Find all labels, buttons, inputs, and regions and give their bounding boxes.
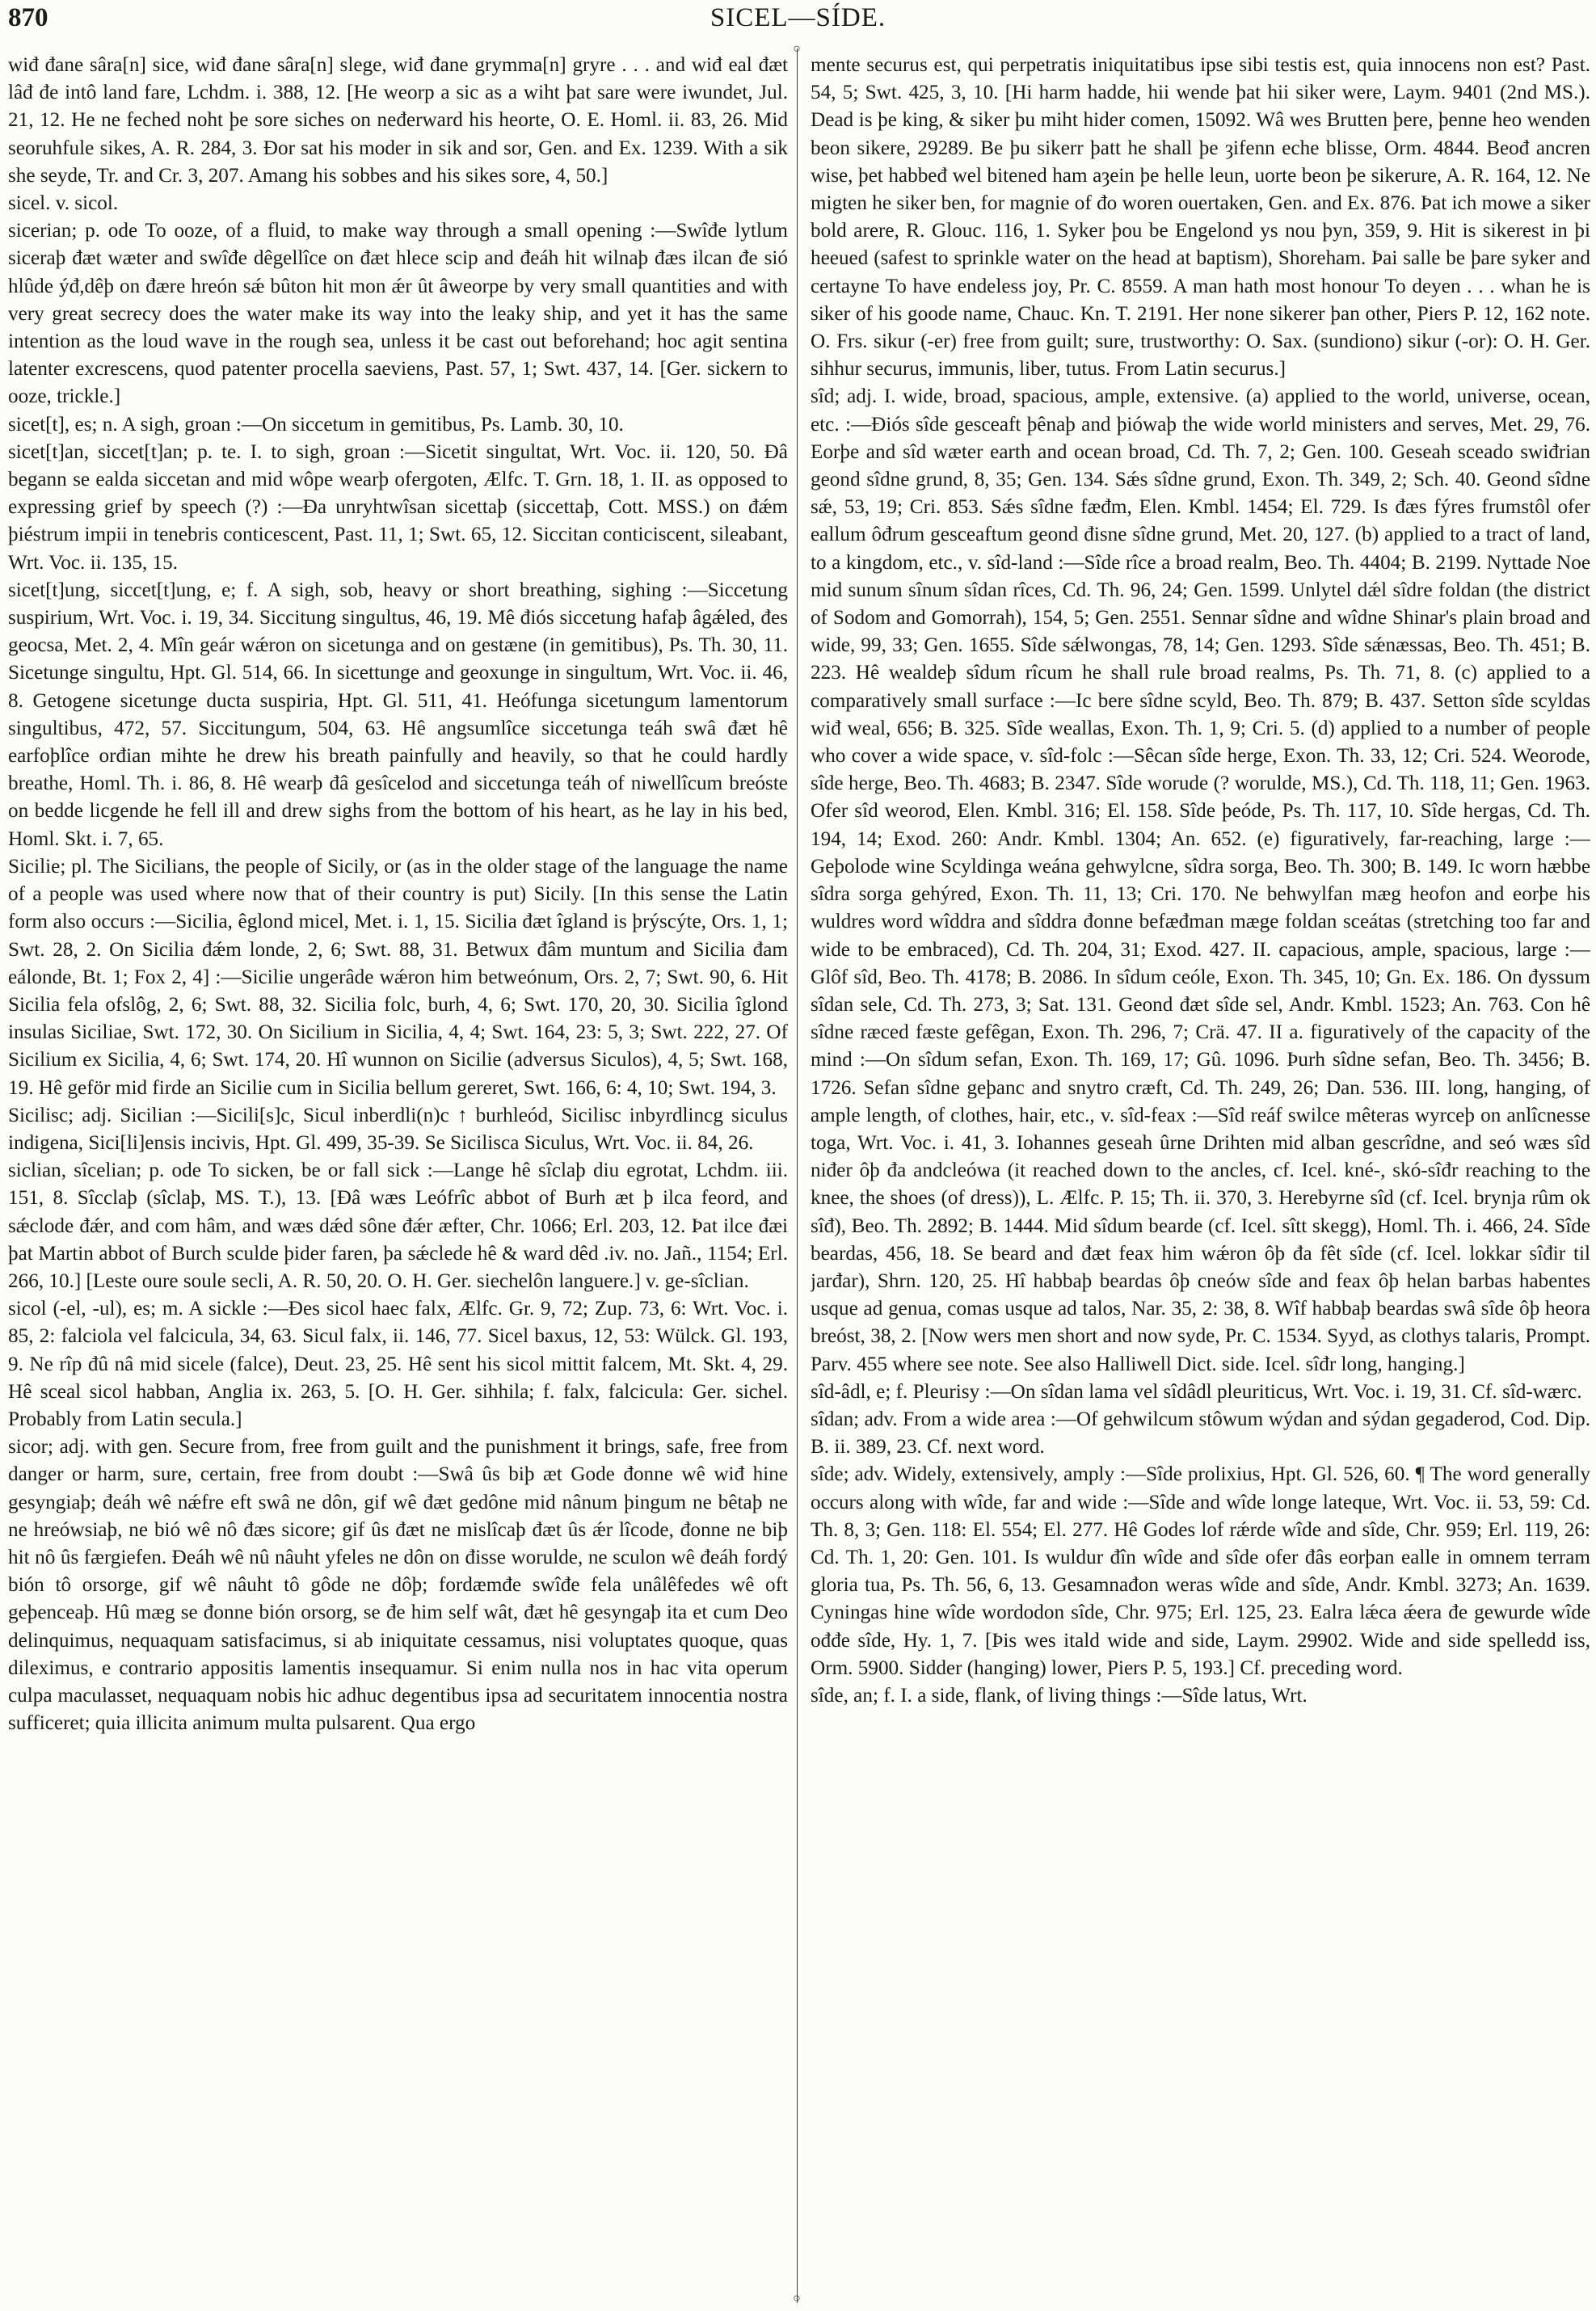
entry-side-noun: sîde, an; f. I. a side, flank, of living things :—Sîde latus, Wrt. xyxy=(811,1684,1308,1707)
entry-sicilisc: Sicilisc; adj. Sicilian :—Sicili[s]c, Sicul inberdli(n)c ↑ burhleód, Sicilisc inbyrdlincg siculus indigena, Sici[li]ensis incivis, Hpt. Gl. 499, 35-39. Se Siciliscа Siculus, Wrt. Voc. ii. 84, 26. xyxy=(8,1104,788,1154)
column-divider xyxy=(797,48,798,2303)
entry-sicor: sicor; adj. with gen. Secure from, free from guilt and the punishment it brings, safe, free from danger or harm, sure, certain, free from doubt :—Swâ ûs biþ æt Gode đonne wê wiđ hine gesyngiaþ; đeáh wê nǽfre eft swâ ne dôn, gif wê đæt gedône mid nânum þingum ne bêtaþ ne ne hreówsiaþ, ne bió wê nô đæs sicore; gif ûs đæt ne mislîcaþ đæt ûs ǽr lîcode, đonne ne biþ hit nô ûs færgiefen. Đeáh wê nû nâuht yfeles ne dôn on đisse worulde, ne sculon wê đeáh fordý bión tô orsorge, gif wê nâuht tô gôde ne dôþ; fordæmđe swîđe fela unâlêfedes wê oft geþenceaþ. Hû mæg se đonne bión orsorg, se đe him self wât, đæt hê gesyngaþ ita et cum Deo delinquimus, nequaquam satisfacimus, si ab iniquitate cessamus, nisi voluptates quoque, quas dileximus, e contrario appositis lamentis insequamur. Si enim nulla nos in hac vita operum culpa maculasset, nequaquam nobis hic adhuc degentibus ipsa ad securitatem innocentia nostra sufficeret; quia illicita animum multa pulsarent. Qua ergo xyxy=(8,1436,788,1735)
entry-sid: sîd; adj. I. wide, broad, spacious, ample, extensive. (a) applied to the world, universe, ocean, etc. :—Điós sîde gesceaft þênaþ and þiówaþ the wide world ministers and serves, Met. 29, 76. Eorþe and sîd wæter earth and ocean broad, Cd. Th. 7, 2; Gen. 100. Geseah sceado swiđrian geond sîdne grund, 8, 35; Gen. 134. Sǽs sîdne grund, Exon. Th. 349, 2; Sch. 40. Geond sîdne sǽ, 53, 19; Cri. 853. Sǽs sîdne fæđm, Elen. Kmbl. 1454; El. 729. Is đæs fýres frumstôl ofer eallum ôđrum gesceaftum geond đisne sîdne grund, Met. 20, 127. (b) applied to a tract of land, to a kingdom, etc., v. sîd-land :—Sîde rîce a broad realm, Beo. Th. 4404; B. 2199. Nyttade Noe mid sunum sînum sîdan rîces, Cd. Th. 96, 24; Gen. 1599. Unlytel dǽl sîdre foldan (the district of Sodom and Gomorrah), 154, 5; Gen. 2551. Sennar sîdne and wîdne Shinar's plain broad and wide, 99, 33; Gen. 1655. Sîde sǽlwongas, 78, 14; Gen. 1293. Sîde sǽnæssas, Beo. Th. 451; B. 223. Hê wealdeþ sîdum rîcum he shall rule broad realms, Ps. Th. 71, 8. (c) applied to a comparatively small surface :—Ic bere sîdne scyld, Beo. Th. 879; B. 437. Setton sîde scyldas wiđ weal, 656; B. 325. Sîde weallas, Exon. Th. 1, 9; Cri. 5. (d) applied to a number of people who cover a wide space, v. sîd-folc :—Sêcan sîde herge, Exon. Th. 33, 12; Cri. 524. Weorode, sîde herge, Beo. Th. 4683; B. 2347. Sîde worude (? worulde, MS.), Cd. Th. 118, 11; Gen. 1963. Ofer sîd weorod, Elen. Kmbl. 316; El. 158. Sîde þeóde, Ps. Th. 117, 10. Sîde hergas, Cd. Th. 194, 14; Exod. 260: Andr. Kmbl. 1304; An. 652. (e) figuratively, far-reaching, large :—Geþolode wine Scyldinga weána gehwylcne, sîdra sorga, Beo. Th. 300; B. 149. Ic worn hæbbe sîdra sorga gehýred, Exon. Th. 11, 13; Cri. 170. Ne behwylfan mæg heofon and eorþe his wuldres word wîddra and sîddra đonne befæđman mæge foldan sceátas (stretching too far and wide to be embraced), Cd. Th. 204, 31; Exod. 427. II. capacious, ample, spacious, large :—Glôf sîd, Beo. Th. 4178; B. 2086. In sîdum ceóle, Exon. Th. 345, 10; Gn. Ex. 186. On đyssum sîdan sele, Cd. Th. 273, 3; Sat. 131. Geond đæt sîde sel, Andr. Kmbl. 1523; An. 763. Con hê sîdne ræced fæste gefêgan, Exon. Th. 296, 7; Crä. 47. II a. figuratively of the capacity of the mind :—On sîdum sefan, Exon. Th. 169, 17; Gû. 1096. Þurh sîdne sefan, Beo. Th. 3456; B. 1726. Sefan sîdne geþanc and snytro cræft, Cd. Th. 249, 26; Dan. 536. III. long, hanging, of ample length, of clothes, hair, etc., v. sîd-feax :—Sîd reáf swilce mêteras wyrceþ on anlîcnesse toga, Wrt. Voc. i. 41, 3. Iohannes geseah ûrne Drihten mid alban gescrîdne, and seó wæs sîd niđer ôþ đa andcleówa (it reached down to the ancles, cf. Icel. kné-, skó-sîđr reaching to the knee, the shoes (of dress)), L. Ælfc. P. 15; Th. ii. 370, 3. Herebyrne sîd (cf. Icel. brynja rûm ok sîđ), Beo. Th. 2892; B. 1444. Mid sîdum bearde (cf. Icel. sîtt skegg), Homl. Th. i. 466, 24. Sîde beardas, 456, 18. Se beard and đæt feax him wǽron ôþ đa fêt sîde (cf. Icel. lokkar sîđir til jarđar), Shrn. 120, 25. Hî habbaþ beardas ôþ cneów sîde and feax ôþ helan barbas habentes usque ad genua, comas usque ad talos, Nar. 35, 2: 38, 8. Wîf habbaþ beardas swâ sîde ôþ heora breóst, 38, 2. [Now wers men short and now syde, Pr. C. 1534. Syyd, as clothys talaris, Prompt. Parv. 455 where see note. See also Halliwell Dict. side. Icel. sîđr long, hanging.] xyxy=(811,385,1590,1375)
entry-sicerian: sicerian; p. ode To ooze, of a fluid, to make way through a small opening :—Swîđe lytlum siceraþ đæt wæter and swîđe dêgellîce on đæt hlece scip and đeáh hit wilnaþ đæs ilcan đe sió hlûde ýđ,dêþ on đære hreón sǽ bûton hit mon ǽr ût âweorpe by very small quantities and with very great secrecy does the water make its way into the leaky ship, and yet it has the same intention as the loud wave in the rough sea, unless it be cast out beforehand; hoc agit sentina latenter excrescens, quod patenter procella saeviens, Past. 57, 1; Swt. 437, 14. [Ger. sickern to ooze, trickle.] xyxy=(8,220,788,408)
entry-continuation-sicor: mente securus est, qui perpetratis iniquitatibus ipse sibi testis est, quia innocens non est? Past. 54, 5; Swt. 425, 3, 10. [Hi harm hadde, hii wende þat hii siker were, Laym. 9401 (2nd MS.). Dead is þe king, & siker þu miht hider comen, 15092. Wâ wes Brutten þere, þenne heo wenden beon sikere, 29289. Be þu sikerr þatt he shall þe ȝifenn eche blisse, Orm. 4844. Beođ ancren wise, þet habbeđ wel bitened ham aȝein þe helle leun, uorte beon þe sikerure, A. R. 164, 12. Ne migten he siker ben, for magnie of đo woren ouertaken, Gen. and Ex. 876. Þat ich mowe a siker bold arere, R. Glouc. 116, 1. Syker þou be Engelond ys nou þyn, 359, 9. Hit is sikerest in þi heeued (safest to sprinkle water on the head at baptism), Shoreham. Þai salle be þare syker and certayne To have endeless joy, Pr. C. 8559. A man hath most honour To deyen . . . whan he is siker of his goode name, Chauc. Kn. T. 2191. Her none sikerer þan other, Piers P. 12, 162 note. O. Frs. sikur (-er) free from guilt; sure, trustworthy: O. Sax. (sundiono) sikur (-or): O. H. Ger. sihhur securus, immunis, liber, tutus. From Latin securus.] xyxy=(811,54,1590,381)
entry-continuation-sic: wiđ đane sâra[n] sice, wiđ đane sâra[n] slege, wiđ đane grymma[n] gryre . . . and wiđ eal đæt lâđ đe intô land fare, Lchdm. i. 388, 12. [He weorp a sic as a wiht þat sare were iwundet, Jul. 21, 12. He ne feched noht þe sore siches on neđerward his heorte, O. E. Homl. ii. 83, 26. Mid seoruhfule sikes, A. R. 284, 3. Đor sat his moder in sik and sor, Gen. and Ex. 1239. With a sik she seyde, Tr. and Cr. 3, 207. Amang his sobbes and his sikes sore, 4, 50.] xyxy=(8,54,788,187)
entry-sicel: sicel. v. sicol. xyxy=(8,192,119,215)
entry-sicol: sicol (-el, -ul), es; m. A sickle :—Đes sicol haec falx, Ælfc. Gr. 9, 72; Zup. 73, 6: Wrt. Voc. i. 85, 2: falciola vel falcicula, 34, 63. Sicul falx, ii. 146, 77. Sicel baxus, 12, 53: Wülck. Gl. 193, 9. Ne rîp đû nâ mid sicele (falce), Deut. 23, 25. Hê sent his sicol mittit falcem, Mt. Skt. 4, 29. Hê sceal sicol habban, Anglia ix. 263, 5. [O. H. Ger. sihhila; f. falx, falcicula: Ger. sichel. Probably from Latin secula.] xyxy=(8,1298,788,1430)
entry-sicettan: sicet[t]an, siccet[t]an; p. te. I. to sigh, groan :—Sicetit singultat, Wrt. Voc. ii. 120, 50. Đâ begann se ealda siccetan and mid wôpe wearþ ofergoten, Ælfc. T. Grn. 18, 1. II. as opposed to expressing grief by speech (?) :—Đa unryhtwîsan sicettaþ (siccettaþ, Cott. MSS.) on đǽm þiéstrum impii in tenebris conticescent, Past. 11, 1; Swt. 65, 12. Siccitan conticiscent, sileabant, Wrt. Voc. ii. 135, 15. xyxy=(8,440,788,574)
page-number: 870 xyxy=(8,3,48,32)
entry-sid-adl: sîd-âdl, e; f. Pleurisy :—On sîdan lama vel sîdâdl pleuriticus, Wrt. Voc. i. 19, 31. Cf. sîd-wærc. xyxy=(811,1380,1582,1403)
divider-ornament-top: ○ xyxy=(793,42,801,56)
running-head: SICEL—SÍDE. xyxy=(710,3,886,32)
right-column xyxy=(811,52,1590,2298)
entry-sicilie: Sicilie; pl. The Sicilians, the people of Sicily, or (as in the older stage of the language the name of a people was used where now that of their country is put) Sicily. [In this sense the Latin form also occurs :—Sicilia, êglond micel, Met. i. 1, 15. Sicilia đæt îgland is þrýscýte, Ors. 1, 1; Swt. 28, 2. On Sicilia đǽm londe, 2, 6; Swt. 88, 31. Betwux đâm muntum and Sicilia đam eálonde, Bt. 1; Fox 2, 4] :—Sicilie ungerâde wǽron him betweónum, Ors. 2, 7; Swt. 90, 6. Hit Sicilia fela ofslôg, 2, 6; Swt. 88, 32. Sicilia folc, burh, 4, 6; Swt. 170, 20, 30. Sicilia îglond insulas Siciliae, Swt. 172, 30. On Sicilium in Sicilia, 4, 4; Swt. 164, 23: 5, 3; Swt. 222, 27. Of Sicilium ex Sicilia, 4, 6; Swt. 174, 20. Hî wunnon on Sicilie (adversus Siculos), 4, 5; Swt. 168, 19. Hê geför mid firde an Sicilie cum in Sicilia bellum gereret, Swt. 166, 6: 4, 10; Swt. 194, 3. xyxy=(8,855,788,1099)
entry-sicett: sicet[t], es; n. A sigh, groan :—On siccetum in gemitibus, Ps. Lamb. 30, 10. xyxy=(8,413,624,436)
page-header xyxy=(8,3,1588,40)
entry-sidan: sîdan; adv. From a wide area :—Of gehwilcum stôwum wýdan and sýdan gegaderod, Cod. Dip. B. ii. 389, 23. Cf. next word. xyxy=(811,1408,1590,1459)
entry-siclian: siclian, sîcelian; p. ode To sicken, be or fall sick :—Lange hê sîclaþ diu egrotat, Lchdm. iii. 151, 8. Sîcclaþ (sîclaþ, MS. T.), 13. [Đâ wæs Leófrîc abbot of Burh æt þ ilca feord, and sǽclode đǽr, and com hâm, and wæs dǽd sône đǽr æfter, Chr. 1066; Erl. 203, 12. Þat ilce đæi þat Martin abbot of Burch sculde þider faren, þa sǽclede hê & ward dêd .iv. no. Jañ., 1154; Erl. 266, 10.] [Leste oure soule secli, A. R. 50, 20. O. H. Ger. siechelôn languere.] v. ge-sîclian. xyxy=(8,1160,788,1292)
entry-sicettung: sicet[t]ung, siccet[t]ung, e; f. A sigh, sob, heavy or short breathing, sighing :—Siccetung suspirium, Wrt. Voc. i. 19, 34. Siccitung singultus, 46, 19. Mê điós siccetung hafaþ âgǽled, đes geocsa, Met. 2, 4. Mîn geár wǽron on sicetunga and on gestæne (in gemitibus), Ps. Th. 30, 11. Sicetunge singultu, Hpt. Gl. 514, 66. In sicettunge and geoxunge in singultum, Wrt. Voc. ii. 46, 8. Getogene sicetunge ducta suspiria, Hpt. Gl. 511, 41. Heófunga sicetungum lamentorum singultibus, 472, 57. Siccitungum, 504, 63. Hê angsumlîce siccetunga teáh swâ đæt hê earfoþlîce orđian mihte he drew his breath painfully and heavily, so that he could hardly breathe, Homl. Th. i. 86, 8. Hê wearþ đâ gesîcelod and siccetunga teáh of niwellîcum breóste on bedde licgende he fell ill and drew sighs from the bottom of his heart, as he lay in his bed, Homl. Skt. i. 7, 65. xyxy=(8,579,788,850)
divider-ornament-bottom: ○ xyxy=(793,2292,801,2305)
entry-side-adv: sîde; adv. Widely, extensively, amply :—Sîde prolixius, Hpt. Gl. 526, 60. ¶ The word generally occurs along with wîde, far and wide :—Sîde and wîde longe lateque, Wrt. Voc. ii. 53, 59: Cd. Th. 8, 3; Gen. 118: El. 554; El. 277. Hê Godes lof rǽrde wîde and sîde, Chr. 959; Erl. 119, 26: Cd. Th. 1, 20: Gen. 101. Is wuldur đîn wîde and sîde ofer đâs eorþan ealle in omnem terram gloria tua, Ps. Th. 56, 6, 13. Gesamnađon weras wîde and sîde, Andr. Kmbl. 3273; An. 1639. Cyningas hine wîde wordodon sîde, Chr. 975; Erl. 125, 23. Ealra lǽca ǽera đe gewurde wîde ođđe sîde, Hy. 1, 7. [Þis wes itald wide and side, Laym. 29902. Wide and side spelledd iss, Orm. 5900. Sidder (hanging) lower, Piers P. 5, 193.] Cf. preceding word. xyxy=(811,1463,1590,1679)
left-column xyxy=(8,52,788,2298)
